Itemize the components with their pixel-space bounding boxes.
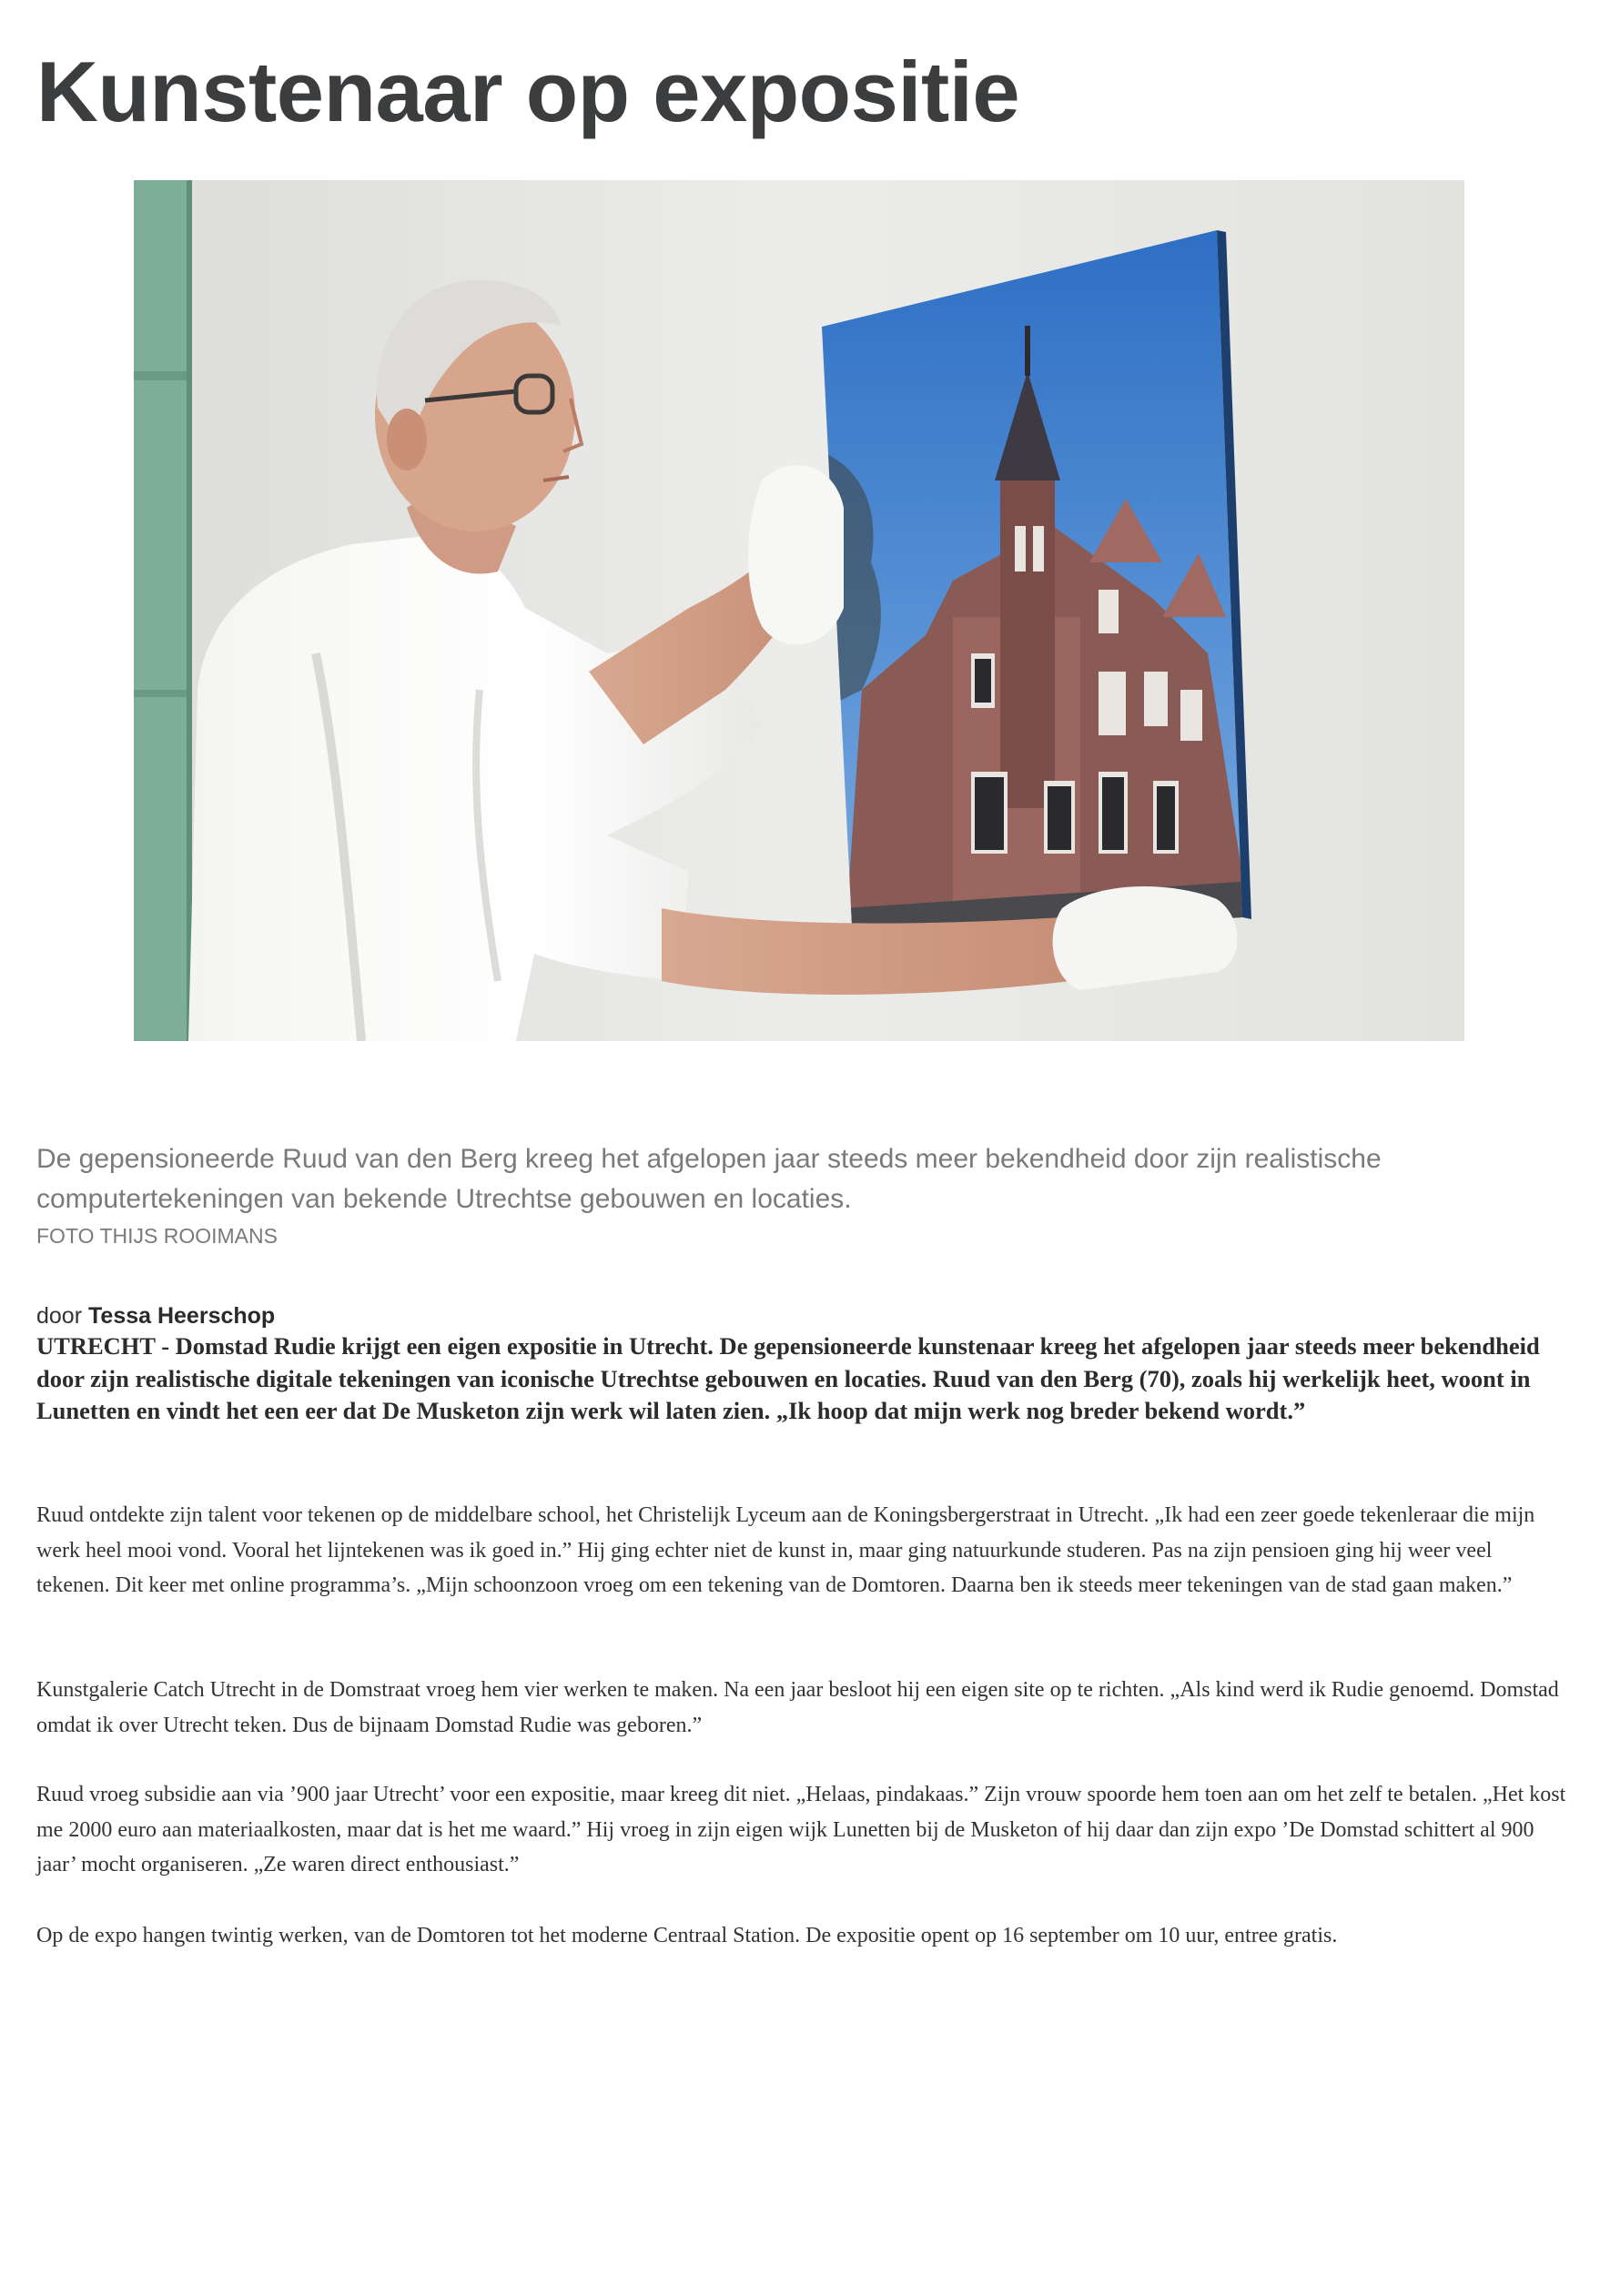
byline-prefix: door — [36, 1303, 83, 1329]
article-paragraph: Kunstgalerie Catch Utrecht in de Domstraat vroeg hem vier werken te maken. Na een jaar besloot hij een eigen site op te richten. „Als kind werd ik Rudie genoemd. Domstad omdat ik over Utrecht teken. Dus de bijnaam Domstad Rudie was geboren.” — [36, 1678, 1559, 1737]
photo-caption: De gepensioneerde Ruud van den Berg kreeg het afgelopen jaar steeds meer bekendheid door zijn realistische computertekeningen van bekende Utrechtse gebouwen en locaties. — [36, 1144, 1382, 1214]
article-photo — [134, 180, 1464, 1041]
article-paragraph: Ruud ontdekte zijn talent voor tekenen op de middelbare school, het Christelijk Lyceum aan de Koningsbergerstraat in Utrecht. „Ik had een zeer goede tekenleraar die mijn werk heel mooi vond. Vooral het lijntekenen was ik goed in.” Hij ging echter niet de kunst in, maar ging natuurkunde studeren. Pas na zijn pensioen ging hij weer veel tekenen. Dit keer met online programma’s. „Mijn schoonzoon vroeg om een tekening van de Domtoren. Daarna ben ik steeds meer tekeningen van de stad gaan maken.” — [36, 1503, 1535, 1597]
article-lead: UTRECHT - Domstad Rudie krijgt een eigen expositie in Utrecht. De gepensioneerde kunstenaar kreeg het afgelopen jaar steeds meer bekendheid door zijn realistische digitale tekeningen van iconische Utrechtse gebouwen en locaties. Ruud van den Berg (70), zoals hij werkelijk heet, woont in Lunetten en vindt het een eer dat De Musketon zijn werk wil laten zien. „Ik hoop dat mijn werk nog breder bekend wordt.” — [36, 1332, 1540, 1424]
author-name[interactable]: Tessa Heerschop — [88, 1303, 276, 1329]
byline — [36, 1301, 275, 1330]
photo-credit: FOTO THIJS ROOIMANS — [36, 1224, 278, 1248]
page-title: Kunstenaar op expositie — [36, 44, 1020, 139]
article-paragraph: Op de expo hangen twintig werken, van de Domtoren tot het moderne Centraal Station. De expositie opent op 16 september om 10 uur, entree gratis. — [36, 1924, 1338, 1947]
article-paragraph: Ruud vroeg subsidie aan via ’900 jaar Utrecht’ voor een expositie, maar kreeg dit niet. „Helaas, pindakaas.” Zijn vrouw spoorde hem toen aan om het zelf te betalen. „Het kost me 2000 euro aan materiaalkosten, maar dat is het me waard.” Hij vroeg in zijn eigen wijk Lunetten bij de Musketon of hij daar dan zijn expo ’De Domstad schittert al 900 jaar’ mocht organiseren. „Ze waren direct enthousiast.” — [36, 1783, 1566, 1876]
